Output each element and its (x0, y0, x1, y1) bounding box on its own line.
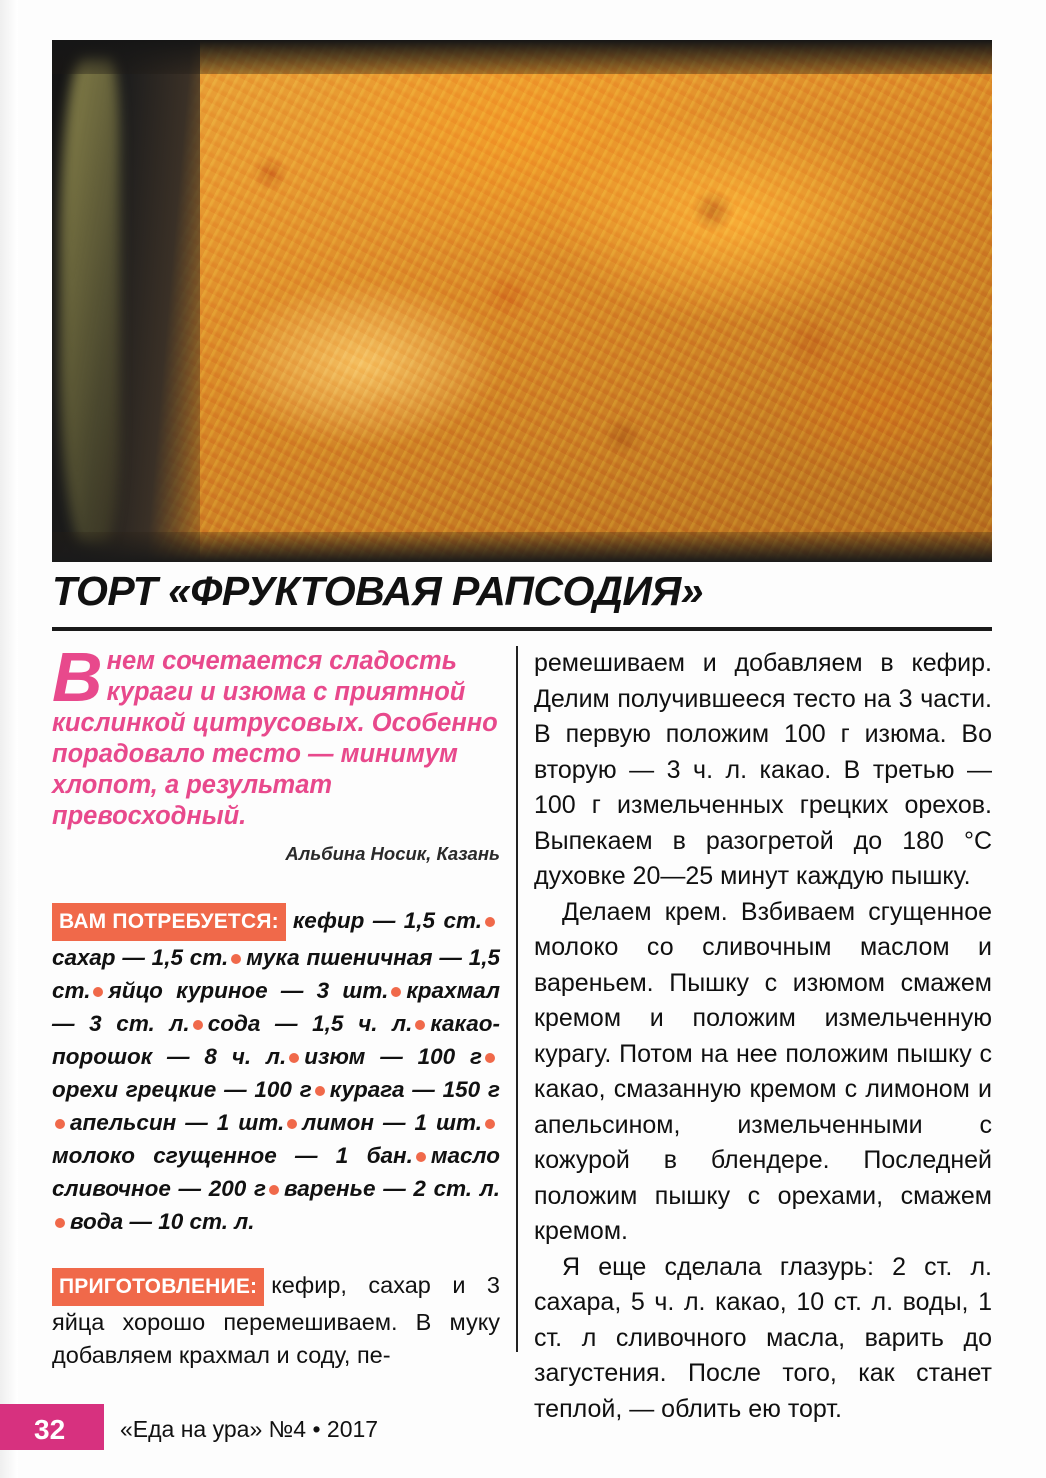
body-paragraph: ремешиваем и добавляем в кефир. Делим получившееся тесто на 3 части. В первую положим 100 г изюма. Во вторую — 3 ч. л. какао. В третью — 100 г измельченных грецких орехов. Выпекаем в разогретой до 180 °C духовке 20—25 минут каждую пышку. (534, 649, 992, 890)
ingredient-item: какао-порошок — 8 ч. л. (52, 1011, 500, 1069)
title-rule (52, 627, 992, 631)
preparation-block (52, 1268, 500, 1372)
bullet-dot-icon (416, 1152, 426, 1162)
ingredient-item: лимон — 1 шт. (302, 1110, 482, 1135)
left-column (52, 638, 500, 1372)
recipe-body (534, 646, 992, 1427)
ingredient-item: изюм — 100 г (304, 1044, 482, 1069)
ingredient-item: мука пшеничная — 1,5 ст. (52, 945, 500, 1003)
ingredient-item: масло сливочное — 200 г (52, 1143, 500, 1201)
page-title: ТОРТ «ФРУКТОВАЯ РАПСОДИЯ» (52, 568, 704, 614)
bullet-dot-icon (415, 1020, 425, 1030)
lead-text: нем сочетается сладость кураги и изюма с приятной кислинкой цитрусовых. Особенно порадовало тесто — минимум хлопот, а результат превосходный. (52, 647, 498, 830)
ingredient-item: сахар — 1,5 ст. (52, 945, 229, 970)
bullet-dot-icon (231, 954, 241, 964)
bullet-dot-icon (485, 917, 495, 927)
bullet-dot-icon (55, 1218, 65, 1228)
drop-cap: В (52, 638, 103, 716)
body-paragraph: Делаем крем. Взбиваем сгущенное молоко со сливочным маслом и вареньем. Пышку с изюмом смажем кремом и положим измельченную курагу. Потом на нее положим пышку с какао, смазанную кремом с лимоном и апельсином, измельченными с кожурой в блендере. Последней положим пышку с орехами, смажем кремом. (534, 897, 992, 1245)
column-divider (516, 646, 518, 1352)
ingredient-item: сода — 1,5 ч. л. (207, 1011, 413, 1036)
bullet-dot-icon (485, 1119, 495, 1129)
ingredient-item: орехи грецкие — 100 г (52, 1077, 312, 1102)
ingredient-item: варенье — 2 ст. л. (283, 1176, 500, 1201)
photo-pan-edge-top (52, 40, 992, 74)
preparation-first-paragraph: кефир, сахар и 3 яйца хорошо перемешиваем. В муку добавляем крахмал и соду, пе- (52, 1272, 500, 1368)
bullet-dot-icon (315, 1086, 325, 1096)
page-number: 32 (34, 1414, 66, 1445)
bullet-dot-icon (55, 1119, 65, 1129)
ingredient-item: апельсин — 1 шт. (70, 1110, 285, 1135)
photo-pan-edge-left (52, 40, 200, 562)
lead-paragraph (52, 638, 500, 869)
bullet-dot-icon (485, 1053, 495, 1063)
ingredients-block (52, 903, 500, 1238)
ingredient-item: яйцо куриное — 3 шт. (108, 978, 389, 1003)
photo-pan-edge-bottom (52, 532, 992, 562)
ingredient-item: курага — 150 г (329, 1077, 500, 1102)
ingredients-label: ВАМ ПОТРЕБУЕТСЯ: (52, 903, 286, 941)
ingredient-item: кефир — 1,5 ст. (292, 908, 482, 933)
page-edge-shadow (0, 0, 18, 1478)
recipe-photo (52, 40, 992, 562)
magazine-issue: «Еда на ура» №4 • 2017 (120, 1416, 379, 1442)
bullet-dot-icon (391, 987, 401, 997)
byline: Альбина Носик, Казань (285, 843, 500, 864)
ingredient-item: крахмал — 3 ст. л. (52, 978, 500, 1036)
bullet-dot-icon (287, 1119, 297, 1129)
ingredients-list (52, 908, 500, 1234)
preparation-label: ПРИГОТОВЛЕНИЕ: (52, 1268, 264, 1306)
bullet-dot-icon (269, 1185, 279, 1195)
bullet-dot-icon (289, 1053, 299, 1063)
ingredient-item: вода — 10 ст. л. (70, 1209, 255, 1234)
body-paragraph: Я еще сделала глазурь: 2 ст. л. сахара, 5 ч. л. какао, 10 ст. л. воды, 1 ст. л сливочного масла, варить до загустения. После того, как станет теплой, — облить ею торт. (534, 1252, 992, 1423)
ingredient-item: молоко сгущенное — 1 бан. (52, 1143, 413, 1168)
right-column (534, 646, 992, 1427)
bullet-dot-icon (93, 987, 103, 997)
bullet-dot-icon (193, 1020, 203, 1030)
